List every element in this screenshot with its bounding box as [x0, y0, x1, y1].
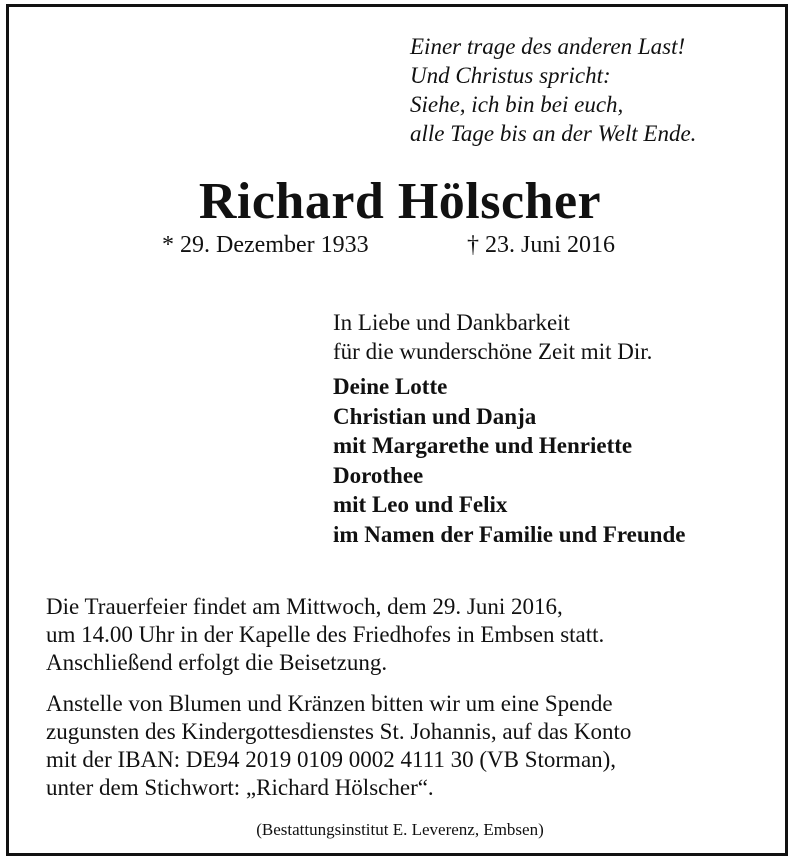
- verse-line: Siehe, ich bin bei euch,: [410, 92, 624, 117]
- family-line: Dorothee: [333, 462, 424, 488]
- bible-verse: [410, 32, 770, 148]
- verse-line: Einer trage des anderen Last!: [410, 34, 686, 59]
- verse-line: alle Tage bis an der Welt Ende.: [410, 121, 697, 146]
- donation-line: Anstelle von Blumen und Kränzen bitten wir um eine Spende: [46, 691, 613, 716]
- funeral-notice: [46, 593, 604, 677]
- donation-line: unter dem Stichwort: „Richard Hölscher“.: [46, 775, 434, 800]
- donation-line: zugunsten des Kindergottesdienstes St. Johannis, auf das Konto: [46, 719, 632, 744]
- verse-line: Und Christus spricht:: [410, 63, 611, 88]
- birth-date: * 29. Dezember 1933: [162, 232, 369, 258]
- family-line: mit Leo und Felix: [333, 492, 508, 517]
- funeral-line: Die Trauerfeier findet am Mittwoch, dem 29. Juni 2016,: [46, 594, 563, 619]
- funeral-line: Anschließend erfolgt die Beisetzung.: [46, 650, 388, 675]
- thanks-line: für die wunderschöne Zeit mit Dir.: [333, 339, 653, 364]
- thanks-text: [333, 308, 652, 366]
- family-signatures: [333, 372, 685, 549]
- deceased-name: Richard Hölscher: [198, 173, 602, 230]
- family-line: im Namen der Familie und Freunde: [333, 521, 686, 547]
- family-line: Deine Lotte: [333, 374, 448, 399]
- funeral-line: um 14.00 Uhr in der Kapelle des Friedhofes in Embsen statt.: [46, 622, 605, 647]
- family-line: mit Margarethe und Henriette: [333, 433, 633, 458]
- donation-notice: [46, 690, 631, 802]
- family-line: Christian und Danja: [333, 403, 537, 429]
- funeral-home-credit: (Bestattungsinstitut E. Leverenz, Embsen): [256, 820, 544, 839]
- donation-line: mit der IBAN: DE94 2019 0109 0002 4111 30 (VB Storman),: [46, 747, 617, 772]
- death-date: † 23. Juni 2016: [467, 232, 616, 258]
- thanks-line: In Liebe und Dankbarkeit: [333, 310, 570, 335]
